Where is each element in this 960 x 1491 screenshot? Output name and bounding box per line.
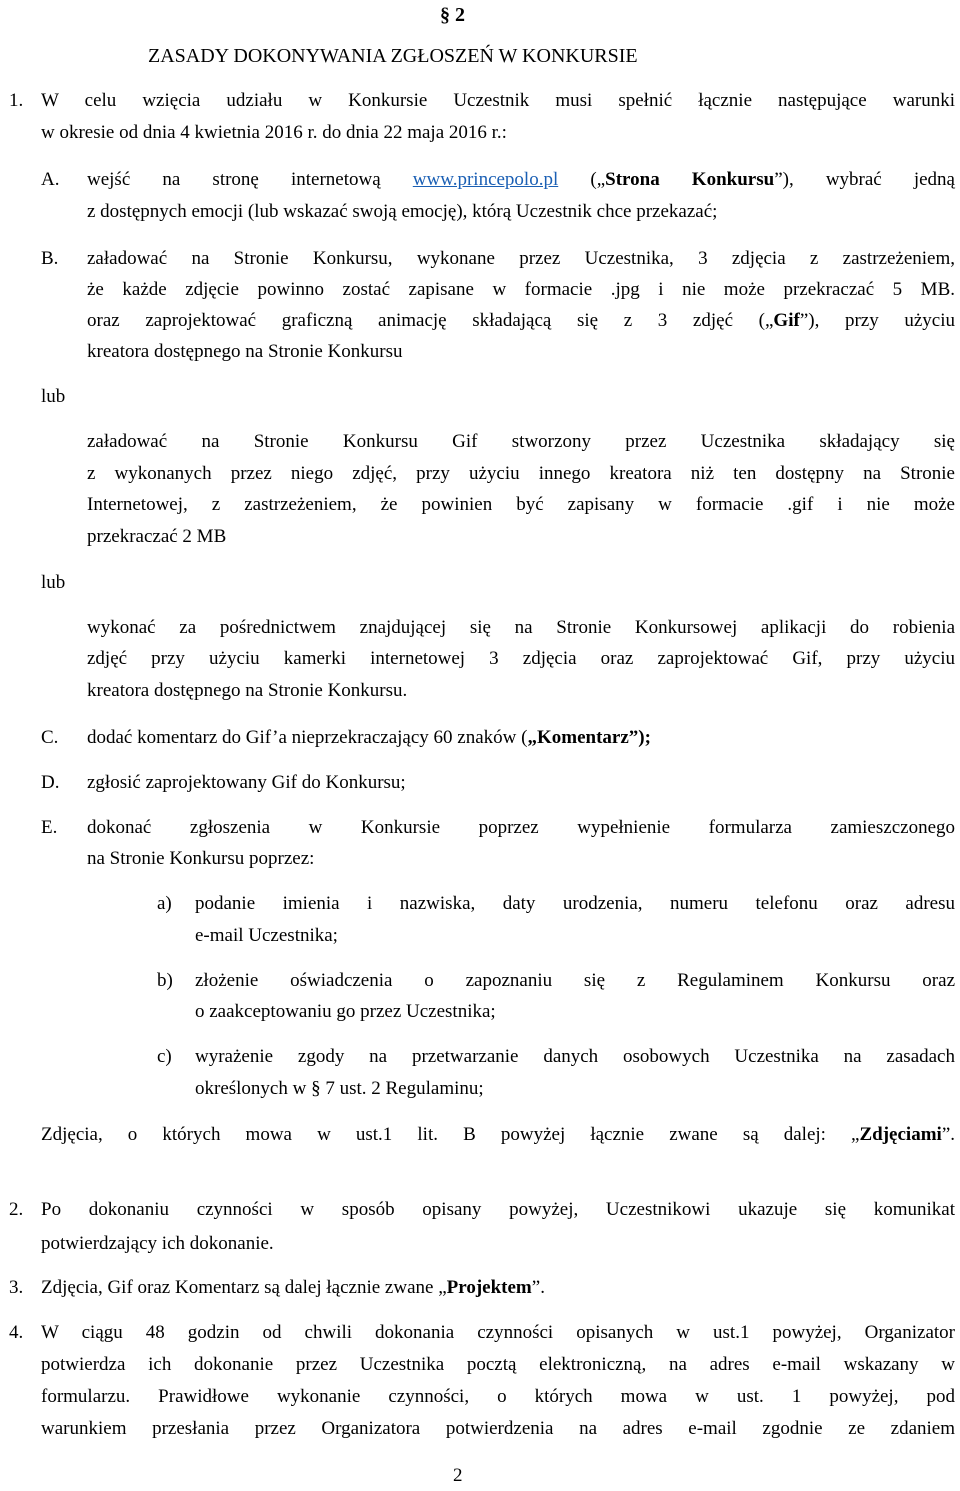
photos-definition-line [41, 1124, 955, 1146]
subitem-c-line: określonych w § 7 ust. 2 Regulaminu; [195, 1078, 484, 1099]
or-separator: lub [41, 386, 66, 407]
item-a-label: A. [41, 169, 60, 190]
item-a-text: ”), wybrać jedną [774, 169, 955, 190]
paragraph-4-number: 4. [9, 1322, 24, 1343]
item-b-alt2-line: kreatora dostępnego na Stronie Konkursu. [87, 680, 408, 701]
item-b-line: kreatora dostępnego na Stronie Konkursu [87, 341, 403, 362]
item-e-line: na Stronie Konkursu poprzez: [87, 848, 315, 869]
subitem-a-line: e-mail Uczestnika; [195, 925, 338, 946]
subitem-a-line: podanie imienia i nazwiska, daty urodzenia, numeru telefonu oraz adresu [195, 893, 955, 914]
photos-definition-text: Zdjęcia, o których mowa w ust.1 lit. B powyżej łącznie zwane są dalej: „ [41, 1124, 860, 1145]
subitem-b-line: złożenie oświadczenia o zapoznaniu się z Regulaminem Konkursu oraz [195, 970, 955, 991]
item-b-alt2-line: wykonać za pośrednictwem znajdującej się na Stronie Konkursowej aplikacji do robienia [87, 617, 955, 638]
subitem-b-label: b) [157, 970, 173, 991]
item-a-text: („ [558, 169, 606, 190]
paragraph-3-line [41, 1277, 545, 1299]
item-b-line: załadować na Stronie Konkursu, wykonane przez Uczestnika, 3 zdjęcia z zastrzeżeniem, [87, 248, 955, 269]
subitem-c-line: wyrażenie zgody na przetwarzanie danych osobowych Uczestnika na zasadach [195, 1046, 955, 1067]
item-a-text: wejść na stronę internetową [87, 169, 413, 190]
item-b-alt2-line: zdjęć przy użyciu kamerki internetowej 3 zdjęcia oraz zaprojektować Gif, przy użyciu [87, 648, 955, 669]
item-b-alt1-line: Internetowej, z zastrzeżeniem, że powinien być zapisany w formacie .gif i nie może [87, 494, 955, 515]
paragraph-4-line: formularzu. Prawidłowe wykonanie czynności, o których mowa w ust. 1 powyżej, pod [41, 1386, 955, 1407]
paragraph-2-number: 2. [9, 1199, 24, 1220]
paragraph-3-bold: Projektem [446, 1277, 532, 1298]
paragraph-2-line: Po dokonaniu czynności w sposób opisany powyżej, Uczestnikowi ukazuje się komunikat [41, 1199, 955, 1220]
item-c-text: dodać komentarz do Gif’a nieprzekraczający 60 znaków ( [87, 727, 528, 748]
item-b-text: oraz zaprojektować graficzną animację składającą się z 3 zdjęć („ [87, 310, 774, 331]
item-c-bold: „Komentarz”); [527, 727, 651, 748]
item-d-line: zgłosić zaprojektowany Gif do Konkursu; [87, 772, 406, 793]
photos-definition-text: ”. [941, 1124, 955, 1145]
item-e-line: dokonać zgłoszenia w Konkursie poprzez wypełnienie formularza zamieszczonego [87, 817, 955, 838]
item-a-line: z dostępnych emocji (lub wskazać swoją emocję), którą Uczestnik chce przekazać; [87, 201, 718, 222]
item-c-line [87, 727, 651, 749]
page-number: 2 [453, 1465, 463, 1486]
document-title: ZASADY DOKONYWANIA ZGŁOSZEŃ W KONKURSIE [148, 45, 638, 67]
paragraph-4-line: potwierdza ich dokonanie przez Uczestnika pocztą elektroniczną, na adres e-mail wskazany w [41, 1354, 955, 1375]
paragraph-1-line: w okresie od dnia 4 kwietnia 2016 r. do dnia 22 maja 2016 r.: [41, 122, 507, 143]
item-b-alt1-line: przekraczać 2 MB [87, 526, 227, 547]
subitem-c-label: c) [157, 1046, 172, 1067]
item-b-line: że każde zdjęcie powinno zostać zapisane w formacie .jpg i nie może przekraczać 5 MB. [87, 279, 955, 300]
paragraph-1-number: 1. [9, 90, 24, 111]
item-e-label: E. [41, 817, 58, 838]
paragraph-4-line: W ciągu 48 godzin od chwili dokonania czynności opisanych w ust.1 powyżej, Organizator [41, 1322, 955, 1343]
item-b-text: ”), przy użyciu [799, 310, 955, 331]
item-b-label: B. [41, 248, 59, 269]
item-c-label: C. [41, 727, 59, 748]
item-b-line [87, 310, 955, 332]
subitem-b-line: o zaakceptowaniu go przez Uczestnika; [195, 1001, 496, 1022]
contest-website-link[interactable]: www.princepolo.pl [412, 169, 559, 190]
item-b-alt1-line: z wykonanych przez niego zdjęć, przy użyciu innego kreatora niż ten dostępny na Stronie [87, 463, 955, 484]
item-b-alt1-line: załadować na Stronie Konkursu Gif stworzony przez Uczestnika składający się [87, 431, 955, 452]
item-d-label: D. [41, 772, 60, 793]
or-separator: lub [41, 572, 66, 593]
paragraph-3-number: 3. [9, 1277, 24, 1298]
paragraph-3-text: ”. [531, 1277, 545, 1298]
paragraph-2-line: potwierdzający ich dokonanie. [41, 1233, 274, 1254]
item-a-bold: Strona Konkursu [605, 169, 775, 190]
photos-definition-bold: Zdjęciami [859, 1124, 942, 1145]
paragraph-4-line: warunkiem przesłania przez Organizatora potwierdzenia na adres e-mail zgodnie ze zdaniem [41, 1418, 955, 1439]
section-heading: § 2 [440, 4, 465, 26]
paragraph-3-text: Zdjęcia, Gif oraz Komentarz są dalej łącznie zwane „ [41, 1277, 447, 1298]
item-a-line [87, 169, 955, 191]
paragraph-1-line: W celu wzięcia udziału w Konkursie Uczestnik musi spełnić łącznie następujące warunki [41, 90, 955, 111]
subitem-a-label: a) [157, 893, 172, 914]
item-b-bold: Gif [773, 310, 800, 331]
